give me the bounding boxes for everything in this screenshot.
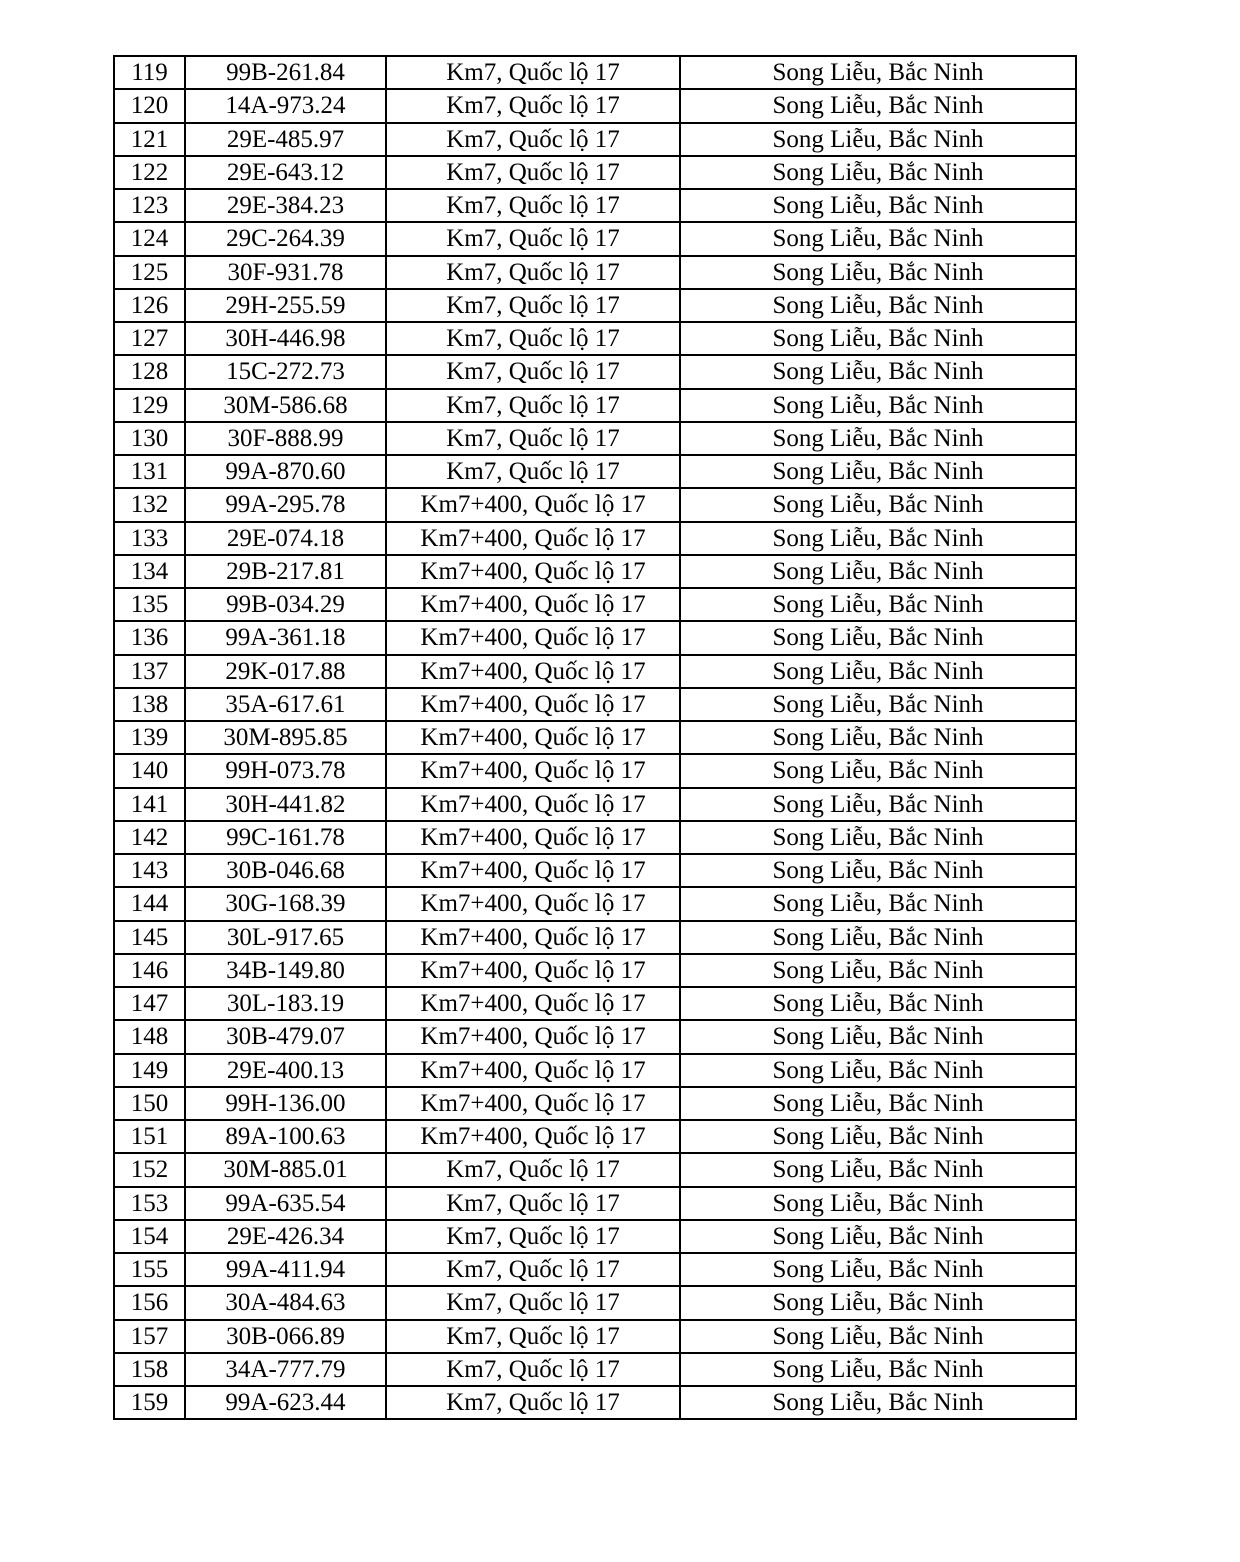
table-row [114,256,1076,289]
area-cell: Song Liễu, Bắc Ninh [680,355,1076,388]
table-row [114,123,1076,156]
area-cell: Song Liễu, Bắc Ninh [680,1353,1076,1386]
table-row [114,987,1076,1020]
license-plate-cell: 15C-272.73 [185,355,386,388]
license-plate-cell: 30G-168.39 [185,887,386,920]
table-row [114,156,1076,189]
location-cell: Km7+400, Quốc lộ 17 [386,821,680,854]
table-row [114,555,1076,588]
area-cell: Song Liễu, Bắc Ninh [680,289,1076,322]
area-cell: Song Liễu, Bắc Ninh [680,156,1076,189]
row-number-cell: 148 [114,1020,185,1053]
location-cell: Km7, Quốc lộ 17 [386,422,680,455]
area-cell: Song Liễu, Bắc Ninh [680,322,1076,355]
location-cell: Km7+400, Quốc lộ 17 [386,921,680,954]
area-cell: Song Liễu, Bắc Ninh [680,1286,1076,1319]
location-cell: Km7, Quốc lộ 17 [386,389,680,422]
location-cell: Km7, Quốc lộ 17 [386,1386,680,1419]
area-cell: Song Liễu, Bắc Ninh [680,954,1076,987]
area-cell: Song Liễu, Bắc Ninh [680,455,1076,488]
license-plate-cell: 99B-034.29 [185,588,386,621]
location-cell: Km7, Quốc lộ 17 [386,1187,680,1220]
location-cell: Km7+400, Quốc lộ 17 [386,522,680,555]
area-cell: Song Liễu, Bắc Ninh [680,1087,1076,1120]
area-cell: Song Liễu, Bắc Ninh [680,621,1076,654]
violations-table [113,55,1077,1420]
license-plate-cell: 99B-261.84 [185,56,386,89]
location-cell: Km7+400, Quốc lộ 17 [386,1020,680,1053]
row-number-cell: 137 [114,655,185,688]
row-number-cell: 153 [114,1187,185,1220]
row-number-cell: 126 [114,289,185,322]
table-row [114,189,1076,222]
license-plate-cell: 30A-484.63 [185,1286,386,1319]
row-number-cell: 132 [114,488,185,521]
row-number-cell: 147 [114,987,185,1020]
location-cell: Km7+400, Quốc lộ 17 [386,887,680,920]
area-cell: Song Liễu, Bắc Ninh [680,555,1076,588]
area-cell: Song Liễu, Bắc Ninh [680,1020,1076,1053]
table-row [114,1020,1076,1053]
area-cell: Song Liễu, Bắc Ninh [680,688,1076,721]
location-cell: Km7, Quốc lộ 17 [386,189,680,222]
area-cell: Song Liễu, Bắc Ninh [680,1120,1076,1153]
row-number-cell: 124 [114,222,185,255]
location-cell: Km7, Quốc lộ 17 [386,222,680,255]
table-row [114,821,1076,854]
row-number-cell: 125 [114,256,185,289]
license-plate-cell: 99H-136.00 [185,1087,386,1120]
location-cell: Km7, Quốc lộ 17 [386,123,680,156]
row-number-cell: 152 [114,1153,185,1186]
row-number-cell: 145 [114,921,185,954]
license-plate-cell: 34B-149.80 [185,954,386,987]
area-cell: Song Liễu, Bắc Ninh [680,1320,1076,1353]
row-number-cell: 139 [114,721,185,754]
license-plate-cell: 29K-017.88 [185,655,386,688]
license-plate-cell: 29E-426.34 [185,1220,386,1253]
license-plate-cell: 29H-255.59 [185,289,386,322]
table-row [114,1187,1076,1220]
area-cell: Song Liễu, Bắc Ninh [680,123,1076,156]
location-cell: Km7, Quốc lộ 17 [386,1320,680,1353]
location-cell: Km7, Quốc lộ 17 [386,355,680,388]
license-plate-cell: 29B-217.81 [185,555,386,588]
table-row [114,1087,1076,1120]
table-row [114,455,1076,488]
license-plate-cell: 99C-161.78 [185,821,386,854]
row-number-cell: 136 [114,621,185,654]
area-cell: Song Liễu, Bắc Ninh [680,754,1076,787]
table-row [114,1353,1076,1386]
location-cell: Km7, Quốc lộ 17 [386,1153,680,1186]
license-plate-cell: 30B-046.68 [185,854,386,887]
area-cell: Song Liễu, Bắc Ninh [680,89,1076,122]
table-row [114,1253,1076,1286]
location-cell: Km7, Quốc lộ 17 [386,256,680,289]
row-number-cell: 129 [114,389,185,422]
location-cell: Km7+400, Quốc lộ 17 [386,754,680,787]
location-cell: Km7+400, Quốc lộ 17 [386,688,680,721]
table-row [114,1320,1076,1353]
license-plate-cell: 30M-586.68 [185,389,386,422]
license-plate-cell: 14A-973.24 [185,89,386,122]
area-cell: Song Liễu, Bắc Ninh [680,1220,1076,1253]
location-cell: Km7+400, Quốc lộ 17 [386,721,680,754]
area-cell: Song Liễu, Bắc Ninh [680,1386,1076,1419]
table-body [114,56,1076,1419]
license-plate-cell: 99A-623.44 [185,1386,386,1419]
area-cell: Song Liễu, Bắc Ninh [680,1187,1076,1220]
table-row [114,688,1076,721]
area-cell: Song Liễu, Bắc Ninh [680,56,1076,89]
license-plate-cell: 29E-400.13 [185,1054,386,1087]
location-cell: Km7+400, Quốc lộ 17 [386,788,680,821]
row-number-cell: 119 [114,56,185,89]
location-cell: Km7, Quốc lộ 17 [386,289,680,322]
area-cell: Song Liễu, Bắc Ninh [680,921,1076,954]
area-cell: Song Liễu, Bắc Ninh [680,788,1076,821]
row-number-cell: 133 [114,522,185,555]
row-number-cell: 131 [114,455,185,488]
area-cell: Song Liễu, Bắc Ninh [680,422,1076,455]
row-number-cell: 157 [114,1320,185,1353]
location-cell: Km7, Quốc lộ 17 [386,89,680,122]
license-plate-cell: 30B-066.89 [185,1320,386,1353]
table-row [114,1153,1076,1186]
row-number-cell: 154 [114,1220,185,1253]
location-cell: Km7, Quốc lộ 17 [386,56,680,89]
license-plate-cell: 89A-100.63 [185,1120,386,1153]
table-row [114,854,1076,887]
location-cell: Km7+400, Quốc lộ 17 [386,588,680,621]
table-row [114,1054,1076,1087]
row-number-cell: 120 [114,89,185,122]
table-row [114,1120,1076,1153]
area-cell: Song Liễu, Bắc Ninh [680,1153,1076,1186]
row-number-cell: 138 [114,688,185,721]
table-row [114,56,1076,89]
location-cell: Km7, Quốc lộ 17 [386,1253,680,1286]
row-number-cell: 130 [114,422,185,455]
table-row [114,655,1076,688]
row-number-cell: 149 [114,1054,185,1087]
location-cell: Km7, Quốc lộ 17 [386,1353,680,1386]
license-plate-cell: 30M-885.01 [185,1153,386,1186]
area-cell: Song Liễu, Bắc Ninh [680,1054,1076,1087]
table-row [114,389,1076,422]
license-plate-cell: 30M-895.85 [185,721,386,754]
row-number-cell: 134 [114,555,185,588]
area-cell: Song Liễu, Bắc Ninh [680,588,1076,621]
table-row [114,1220,1076,1253]
location-cell: Km7, Quốc lộ 17 [386,1220,680,1253]
table-row [114,488,1076,521]
location-cell: Km7+400, Quốc lộ 17 [386,954,680,987]
table-row [114,588,1076,621]
table-row [114,788,1076,821]
location-cell: Km7+400, Quốc lộ 17 [386,555,680,588]
license-plate-cell: 99A-295.78 [185,488,386,521]
row-number-cell: 144 [114,887,185,920]
row-number-cell: 121 [114,123,185,156]
table-row [114,887,1076,920]
area-cell: Song Liễu, Bắc Ninh [680,256,1076,289]
table-row [114,322,1076,355]
location-cell: Km7, Quốc lộ 17 [386,156,680,189]
location-cell: Km7+400, Quốc lộ 17 [386,1054,680,1087]
license-plate-cell: 29C-264.39 [185,222,386,255]
table-row [114,754,1076,787]
row-number-cell: 127 [114,322,185,355]
area-cell: Song Liễu, Bắc Ninh [680,1253,1076,1286]
row-number-cell: 141 [114,788,185,821]
license-plate-cell: 29E-485.97 [185,123,386,156]
location-cell: Km7+400, Quốc lộ 17 [386,854,680,887]
license-plate-cell: 99A-635.54 [185,1187,386,1220]
license-plate-cell: 29E-643.12 [185,156,386,189]
row-number-cell: 158 [114,1353,185,1386]
area-cell: Song Liễu, Bắc Ninh [680,721,1076,754]
license-plate-cell: 35A-617.61 [185,688,386,721]
license-plate-cell: 30H-446.98 [185,322,386,355]
license-plate-cell: 30H-441.82 [185,788,386,821]
area-cell: Song Liễu, Bắc Ninh [680,854,1076,887]
location-cell: Km7+400, Quốc lộ 17 [386,655,680,688]
location-cell: Km7+400, Quốc lộ 17 [386,1087,680,1120]
location-cell: Km7+400, Quốc lộ 17 [386,621,680,654]
area-cell: Song Liễu, Bắc Ninh [680,488,1076,521]
row-number-cell: 135 [114,588,185,621]
area-cell: Song Liễu, Bắc Ninh [680,887,1076,920]
location-cell: Km7+400, Quốc lộ 17 [386,488,680,521]
row-number-cell: 155 [114,1253,185,1286]
row-number-cell: 123 [114,189,185,222]
row-number-cell: 146 [114,954,185,987]
area-cell: Song Liễu, Bắc Ninh [680,522,1076,555]
row-number-cell: 142 [114,821,185,854]
area-cell: Song Liễu, Bắc Ninh [680,189,1076,222]
license-plate-cell: 99A-870.60 [185,455,386,488]
location-cell: Km7, Quốc lộ 17 [386,1286,680,1319]
license-plate-cell: 34A-777.79 [185,1353,386,1386]
row-number-cell: 159 [114,1386,185,1419]
table-row [114,1286,1076,1319]
table-row [114,289,1076,322]
location-cell: Km7, Quốc lộ 17 [386,322,680,355]
table-row [114,222,1076,255]
license-plate-cell: 99A-361.18 [185,621,386,654]
license-plate-cell: 30B-479.07 [185,1020,386,1053]
table-row [114,954,1076,987]
row-number-cell: 140 [114,754,185,787]
table-row [114,1386,1076,1419]
area-cell: Song Liễu, Bắc Ninh [680,821,1076,854]
table-row [114,721,1076,754]
area-cell: Song Liễu, Bắc Ninh [680,655,1076,688]
location-cell: Km7+400, Quốc lộ 17 [386,987,680,1020]
area-cell: Song Liễu, Bắc Ninh [680,987,1076,1020]
area-cell: Song Liễu, Bắc Ninh [680,389,1076,422]
license-plate-cell: 99H-073.78 [185,754,386,787]
license-plate-cell: 99A-411.94 [185,1253,386,1286]
license-plate-cell: 30L-183.19 [185,987,386,1020]
row-number-cell: 156 [114,1286,185,1319]
row-number-cell: 128 [114,355,185,388]
table-row [114,422,1076,455]
table-row [114,89,1076,122]
row-number-cell: 150 [114,1087,185,1120]
license-plate-cell: 30F-931.78 [185,256,386,289]
location-cell: Km7, Quốc lộ 17 [386,455,680,488]
area-cell: Song Liễu, Bắc Ninh [680,222,1076,255]
row-number-cell: 151 [114,1120,185,1153]
license-plate-cell: 30F-888.99 [185,422,386,455]
table-row [114,522,1076,555]
row-number-cell: 122 [114,156,185,189]
license-plate-cell: 29E-074.18 [185,522,386,555]
table-row [114,355,1076,388]
location-cell: Km7+400, Quốc lộ 17 [386,1120,680,1153]
table-row [114,621,1076,654]
table-row [114,921,1076,954]
license-plate-cell: 30L-917.65 [185,921,386,954]
license-plate-cell: 29E-384.23 [185,189,386,222]
row-number-cell: 143 [114,854,185,887]
